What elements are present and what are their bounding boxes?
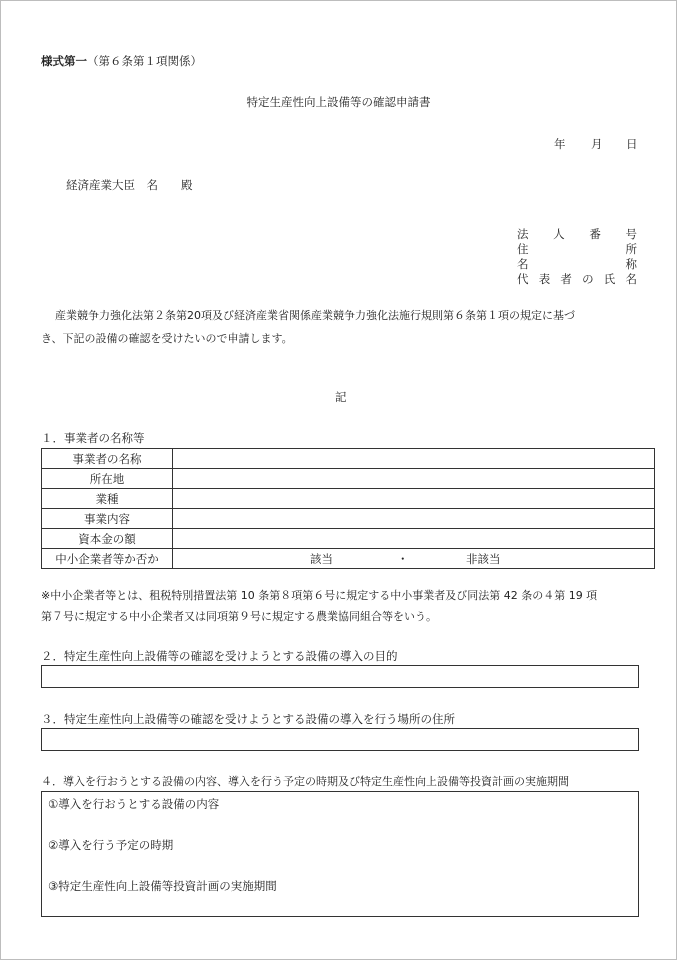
- installation-address-field[interactable]: [41, 728, 639, 751]
- equipment-plan-box[interactable]: [41, 791, 639, 917]
- industry-field[interactable]: [173, 489, 655, 509]
- intro-line-2: き、下記の設備の確認を受けたいので申請します。: [41, 332, 293, 345]
- business-name-label: 事業者の名称: [42, 449, 173, 469]
- sme-option-yes[interactable]: 該当: [310, 552, 333, 566]
- capital-label: 資本金の額: [42, 529, 173, 549]
- plan-period-item: ③特定生産性向上設備等投資計画の実施期間: [48, 879, 277, 893]
- table-row: [42, 469, 655, 489]
- intro-line-1: 産業競争力強化法第２条第20項及び経済産業省関係産業競争力強化法施行規則第６条第１項の規定に基づ: [55, 309, 575, 322]
- date-year: 年: [554, 137, 566, 151]
- sme-note-line-1: ※中小企業者等とは、租税特別措置法第 10 条第８項第６号に規定する中小事業者及び同法第 42 条の４第 19 項: [41, 589, 598, 602]
- introduction-timing-item: ②導入を行う予定の時期: [48, 838, 174, 852]
- applicant-fields: [517, 226, 637, 286]
- business-name-field[interactable]: [173, 449, 655, 469]
- address-label: 住 所: [517, 242, 637, 256]
- section2-heading: ２．特定生産性向上設備等の確認を受けようとする設備の導入の目的: [41, 649, 398, 663]
- document-title: 特定生産性向上設備等の確認申請書: [246, 95, 431, 109]
- date-month: 月: [591, 137, 603, 151]
- location-label: 所在地: [42, 469, 173, 489]
- industry-label: 業種: [42, 489, 173, 509]
- capital-field[interactable]: [173, 529, 655, 549]
- table-row: [42, 529, 655, 549]
- equipment-content-item: ①導入を行おうとする設備の内容: [48, 797, 220, 811]
- business-info-table: [41, 448, 655, 569]
- form-number-bold: 様式第一: [41, 54, 87, 68]
- table-row: [42, 489, 655, 509]
- sme-label: 中小企業者等か否か: [42, 549, 173, 569]
- sme-option-no[interactable]: 非該当: [466, 552, 501, 566]
- name-label: 名 称: [517, 257, 637, 271]
- section3-heading: ３．特定生産性向上設備等の確認を受けようとする設備の導入を行う場所の住所: [41, 712, 455, 726]
- corporate-number-label: 法 人 番 号: [517, 227, 637, 241]
- introduction-purpose-field[interactable]: [41, 665, 639, 688]
- business-content-label: 事業内容: [42, 509, 173, 529]
- table-row: [42, 549, 655, 569]
- ki-marker: 記: [335, 390, 347, 404]
- table-row: [42, 449, 655, 469]
- form-number: [41, 53, 202, 69]
- date-day: 日: [626, 137, 638, 151]
- section1-heading: １．事業者の名称等: [41, 431, 145, 445]
- representative-name-label: 代 表 者 の 氏 名: [517, 272, 637, 286]
- business-content-field[interactable]: [173, 509, 655, 529]
- section4-heading: ４．導入を行おうとする設備の内容、導入を行う予定の時期及び特定生産性向上設備等投資計画の実施期間: [41, 775, 569, 788]
- form-number-ref: （第６条第１項関係）: [87, 54, 202, 68]
- sme-separator: ・: [397, 552, 409, 566]
- location-field[interactable]: [173, 469, 655, 489]
- sme-options: [173, 549, 655, 569]
- addressee: 経済産業大臣 名 殿: [66, 178, 193, 192]
- table-row: [42, 509, 655, 529]
- sme-note-line-2: 第７号に規定する中小企業者又は同項第９号に規定する農業協同組合等をいう。: [41, 610, 437, 623]
